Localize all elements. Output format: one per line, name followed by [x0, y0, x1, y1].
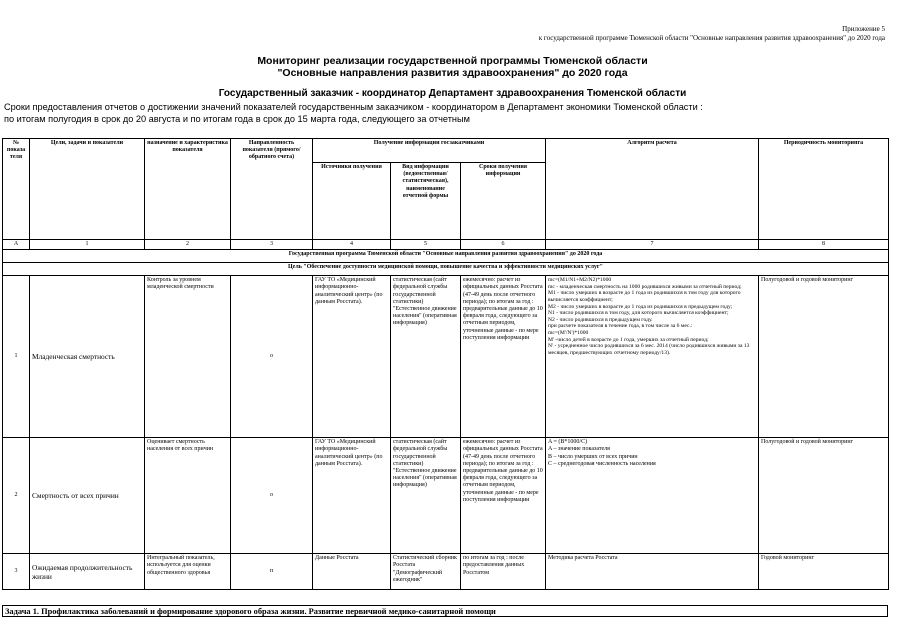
- index-cell: 3: [231, 240, 313, 250]
- index-cell: 5: [391, 240, 461, 250]
- row-source: ГАУ ТО «Медицинский информационно-аналитический центр» (по данным Росстата).: [313, 276, 391, 438]
- index-cell: 1: [30, 240, 145, 250]
- row-source: Данные Росстата: [313, 554, 391, 590]
- row-num: 2: [3, 438, 30, 554]
- row-purpose: Контроль за уровнем младенческой смертности: [145, 276, 231, 438]
- row-periodicity: Полугодовой и годовой мониторинг: [759, 438, 889, 554]
- appendix-note: [539, 25, 885, 43]
- row-indicator-name: Ожидаемая продолжительность жизни: [30, 554, 145, 590]
- row-info-type: статистическая (сайт федеральной службы государственной статистики) "Естественное движение населения" (оперативная информация): [391, 438, 461, 554]
- col-header-sources: Источники получения: [313, 163, 391, 240]
- col-header-goals: Цели, задачи и показатели: [30, 139, 145, 240]
- row-deadline: по итогам за год : после предоставления данных Росстатом: [461, 554, 546, 590]
- task-title-row: Задача 1. Профилактика заболеваний и формирование здорового образа жизни. Развитие первичной медико-санитарной помощи: [2, 605, 888, 617]
- col-header-periodicity: Периодичность мониторинга: [759, 139, 889, 240]
- row-deadline: ежемесячно: расчет из официальных данных Росстата (47-49 день после отчетного периода); по итогам за год : предварительные данные до 10 февраля года, следующего за отчетным периодом, уточненные данные - по мере поступления информации: [461, 438, 546, 554]
- row-deadline: ежемесячно: расчет из официальных данных Росстата (47-49 день после отчетного периода); по итогам за год : предварительные данные до 10 февраля года, следующего за отчетным периодом, уточненные данные - по мере поступления информации: [461, 276, 546, 438]
- col-header-deadlines: Сроки получения информации: [461, 163, 546, 240]
- index-cell: А: [3, 240, 30, 250]
- program-title-row: Государственная программа Тюменской области "Основные направления развития здравоохранения" до 2020 года: [3, 250, 889, 263]
- page-title-line2: "Основные направления развития здравоохранения" до 2020 года: [277, 67, 628, 79]
- row-periodicity: Годовой мониторинг: [759, 554, 889, 590]
- col-header-info-type: Вид информации (ведомственная/статистическая), наименование отчетной формы: [391, 163, 461, 240]
- row-indicator-name: Смертность от всех причин: [30, 438, 145, 554]
- table-row: [3, 276, 889, 438]
- table-row: [3, 554, 889, 590]
- row-info-type: статистическая (сайт федеральной службы государственной статистики) "Естественное движение населения" (оперативная информация): [391, 276, 461, 438]
- page-title-line1: Мониторинг реализации государственной программы Тюменской области: [257, 55, 648, 67]
- col-header-info-group: Получение информации госзаказчиками: [313, 139, 546, 163]
- col-header-direction: Направленность показателя (прямого/обратного счета): [231, 139, 313, 240]
- page-title: [0, 55, 905, 79]
- row-num: 1: [3, 276, 30, 438]
- index-cell: 2: [145, 240, 231, 250]
- row-indicator-name: Младенческая смертность: [30, 276, 145, 438]
- row-algorithm: mc=(M1/N1+M2/N2)*1000 mc - младенческая смертность на 1000 родившихся живыми за отчетный период; M1 - число умерших в возрасте до 1 года из родившихся в том году для которого вычисляется коэффициент; M2 - число умерших в возрасте до 1 года из родившихся в предыдущем году; N1 - число родившихся в том году, для которого вычисляется коэффициент; N2 - число родившихся в предыдущем году. при расчете показателя в течение года, в том числе за 6 мес.: mc=(M'/N')*1000 M' -число детей в возрасте до 1 года, умерших за отчетный период; N' - усредненное число родившихся за 6 мес. 2014 (число родившихся живыми за 13 месяцев, предшествующих отчетному периоду/13).: [546, 276, 759, 438]
- col-header-num: № показа теля: [3, 139, 30, 240]
- row-direction: о: [231, 276, 313, 438]
- row-periodicity: Полугодовой и годовой мониторинг: [759, 276, 889, 438]
- row-algorithm: A = (B*1000/C) A – значение показателя B – число умерших от всех причин C – среднегодовая численность населения: [546, 438, 759, 554]
- row-direction: п: [231, 554, 313, 590]
- row-direction: о: [231, 438, 313, 554]
- index-cell: 7: [546, 240, 759, 250]
- deadline-note: [4, 101, 904, 125]
- row-num: 3: [3, 554, 30, 590]
- appendix-subtitle: к государственной программе Тюменской области "Основные направления развития здравоохранения" до 2020 года: [538, 34, 885, 42]
- index-cell: 8: [759, 240, 889, 250]
- index-cell: 6: [461, 240, 546, 250]
- table-row: [3, 438, 889, 554]
- col-header-purpose: назначение и характеристика показателя: [145, 139, 231, 240]
- row-source: ГАУ ТО «Медицинский информационно-аналитический центр» (по данным Росстата).: [313, 438, 391, 554]
- monitoring-table: [2, 138, 889, 590]
- customer-title: Государственный заказчик - координатор Департамент здравоохранения Тюменской области: [218, 88, 687, 99]
- row-algorithm: Методика расчета Росстата: [546, 554, 759, 590]
- col-header-algorithm: Алгоритм расчета: [546, 139, 759, 240]
- appendix-title: Приложение 5: [842, 25, 885, 33]
- deadline-line2: по итогам полугодия в срок до 20 августа и по итогам года в срок до 15 марта года, следующего за отчетным: [4, 114, 470, 124]
- index-cell: 4: [313, 240, 391, 250]
- goal-title-row: Цель "Обеспечение доступности медицинской помощи, повышение качества и эффективности медицинских услуг": [3, 263, 889, 276]
- row-purpose: Оценивает смертность населения от всех причин: [145, 438, 231, 554]
- row-purpose: Интегральный показатель, используется для оценки общественного здоровья: [145, 554, 231, 590]
- deadline-line1: Сроки предоставления отчетов о достижении значений показателей государственным заказчиком - координатором в Департамент экономики Тюменской области :: [4, 102, 703, 112]
- row-info-type: Статистический сборник Росстата "Демографический ежегодник": [391, 554, 461, 590]
